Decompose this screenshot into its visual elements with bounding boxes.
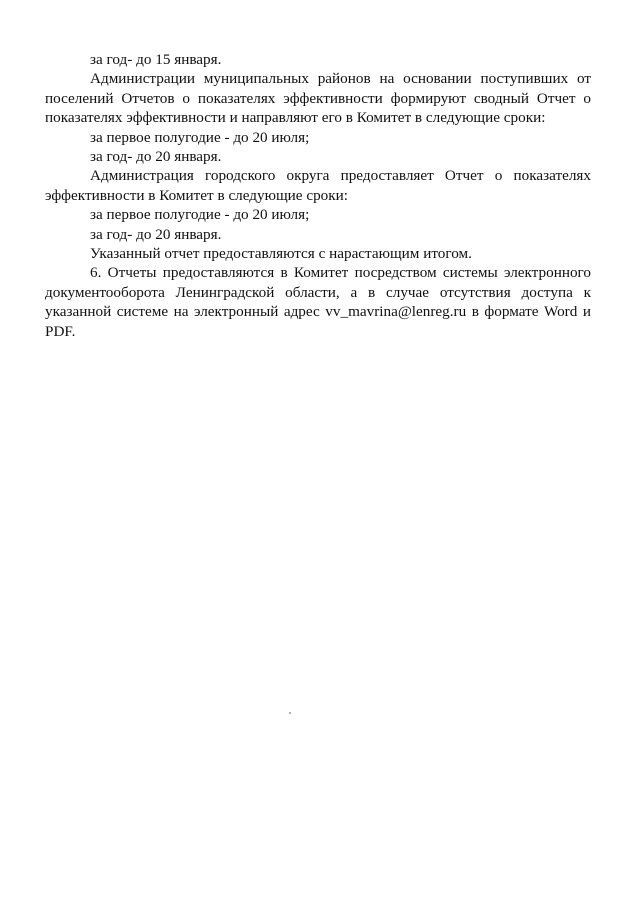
paragraph-municipal-districts: Администрации муниципальных районов на основании поступивших от поселений Отчетов о показателях эффективности формируют сводный Отчет о показателях эффективности и направляют его в Комитет в следующие сроки: — [45, 70, 591, 127]
paragraph-section-6: 6. Отчеты предоставляются в Комитет посредством системы электронного документооборота Ленинградской области, а в случае отсутствия доступа к указанной системе на электронный адрес vv_mavrina@lenreg.ru в формате Word и PDF. — [45, 264, 591, 340]
paragraph-city-district: Администрация городского округа предоставляет Отчет о показателях эффективности в Комитет в следующие сроки: — [45, 167, 591, 204]
deadline-line-year-2: за год- до 20 января. — [90, 225, 222, 243]
document-body — [45, 50, 591, 341]
deadline-line-year-jan15: за год- до 15 января. — [90, 51, 222, 68]
cumulative-total-note: Указанный отчет предоставляются с нарастающим итогом. — [90, 245, 472, 263]
deadline-line-year-1: за год- до 20 января. — [90, 148, 222, 166]
scan-speck — [289, 712, 291, 714]
deadline-line-half-year-1: за первое полугодие - до 20 июля; — [90, 128, 310, 146]
deadline-line-half-year-2: за первое полугодие - до 20 июля; — [90, 206, 310, 224]
